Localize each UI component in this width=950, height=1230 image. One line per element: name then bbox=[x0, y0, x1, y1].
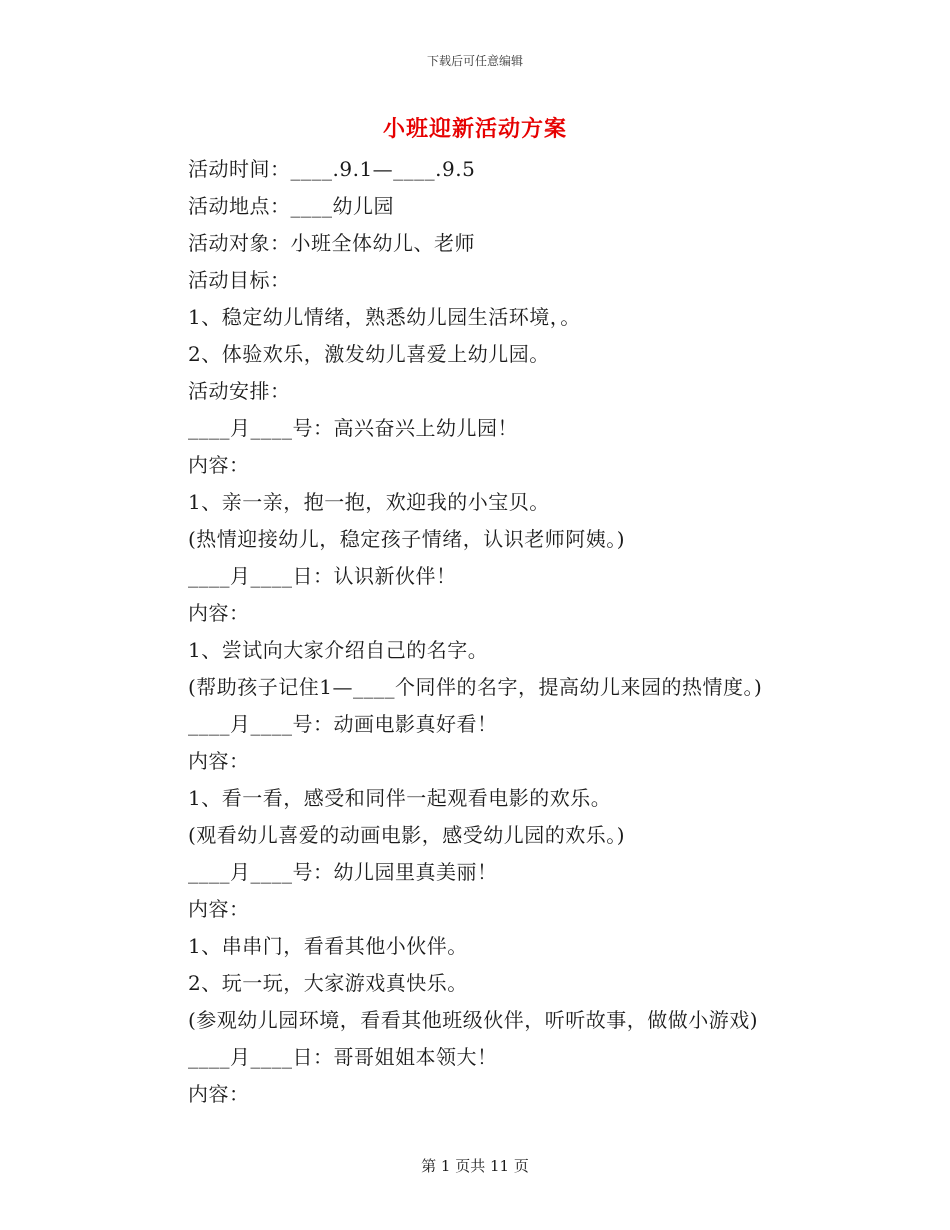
schedule-day-heading: ____月____号：动画电影真好看！ bbox=[188, 712, 498, 736]
activity-audience-line: 活动对象：小班全体幼儿、老师 bbox=[188, 231, 475, 255]
content-note: (帮助孩子记住1—____个同伴的名字，提高幼儿来园的热情度。) bbox=[188, 675, 763, 699]
page-indicator: 第 1 页共 11 页 bbox=[421, 1157, 529, 1175]
content-item: 1、尝试向大家介绍自己的名字。 bbox=[188, 638, 489, 662]
document-body bbox=[188, 151, 888, 1113]
content-label: 内容： bbox=[188, 1082, 250, 1106]
content-item: 2、玩一玩，大家游戏真快乐。 bbox=[188, 971, 468, 995]
activity-time-line: 活动时间：____.9.1—____.9.5 bbox=[188, 157, 476, 181]
content-note: (参观幼儿园环境，看看其他班级伙伴，听听故事，做做小游戏) bbox=[188, 1008, 759, 1032]
content-note: (热情迎接幼儿，稳定孩子情绪，认识老师阿姨。) bbox=[188, 527, 626, 551]
document-title: 小班迎新活动方案 bbox=[382, 116, 567, 142]
activity-schedule-heading: 活动安排： bbox=[188, 379, 291, 403]
content-item: 1、亲一亲，抱一抱，欢迎我的小宝贝。 bbox=[188, 490, 550, 514]
schedule-day-heading: ____月____号：高兴奋兴上幼儿园！ bbox=[188, 416, 518, 440]
activity-goals-heading: 活动目标： bbox=[188, 268, 291, 292]
schedule-day-heading: ____月____号：幼儿园里真美丽！ bbox=[188, 860, 498, 884]
header-note: 下载后可任意编辑 bbox=[426, 54, 523, 68]
goal-item: 1、稳定幼儿情绪，熟悉幼儿园生活环境，。 bbox=[188, 305, 581, 329]
schedule-day-heading: ____月____日：哥哥姐姐本领大！ bbox=[188, 1045, 498, 1069]
content-label: 内容： bbox=[188, 749, 250, 773]
goal-item: 2、体验欢乐，激发幼儿喜爱上幼儿园。 bbox=[188, 342, 550, 366]
content-label: 内容： bbox=[188, 601, 250, 625]
content-label: 内容： bbox=[188, 897, 250, 921]
content-item: 1、串串门，看看其他小伙伴。 bbox=[188, 934, 468, 958]
activity-location-line: 活动地点：____幼儿园 bbox=[188, 194, 394, 218]
content-note: (观看幼儿喜爱的动画电影，感受幼儿园的欢乐。) bbox=[188, 823, 626, 847]
schedule-day-heading: ____月____日：认识新伙伴！ bbox=[188, 564, 457, 588]
content-label: 内容： bbox=[188, 453, 250, 477]
content-item: 1、看一看，感受和同伴一起观看电影的欢乐。 bbox=[188, 786, 612, 810]
